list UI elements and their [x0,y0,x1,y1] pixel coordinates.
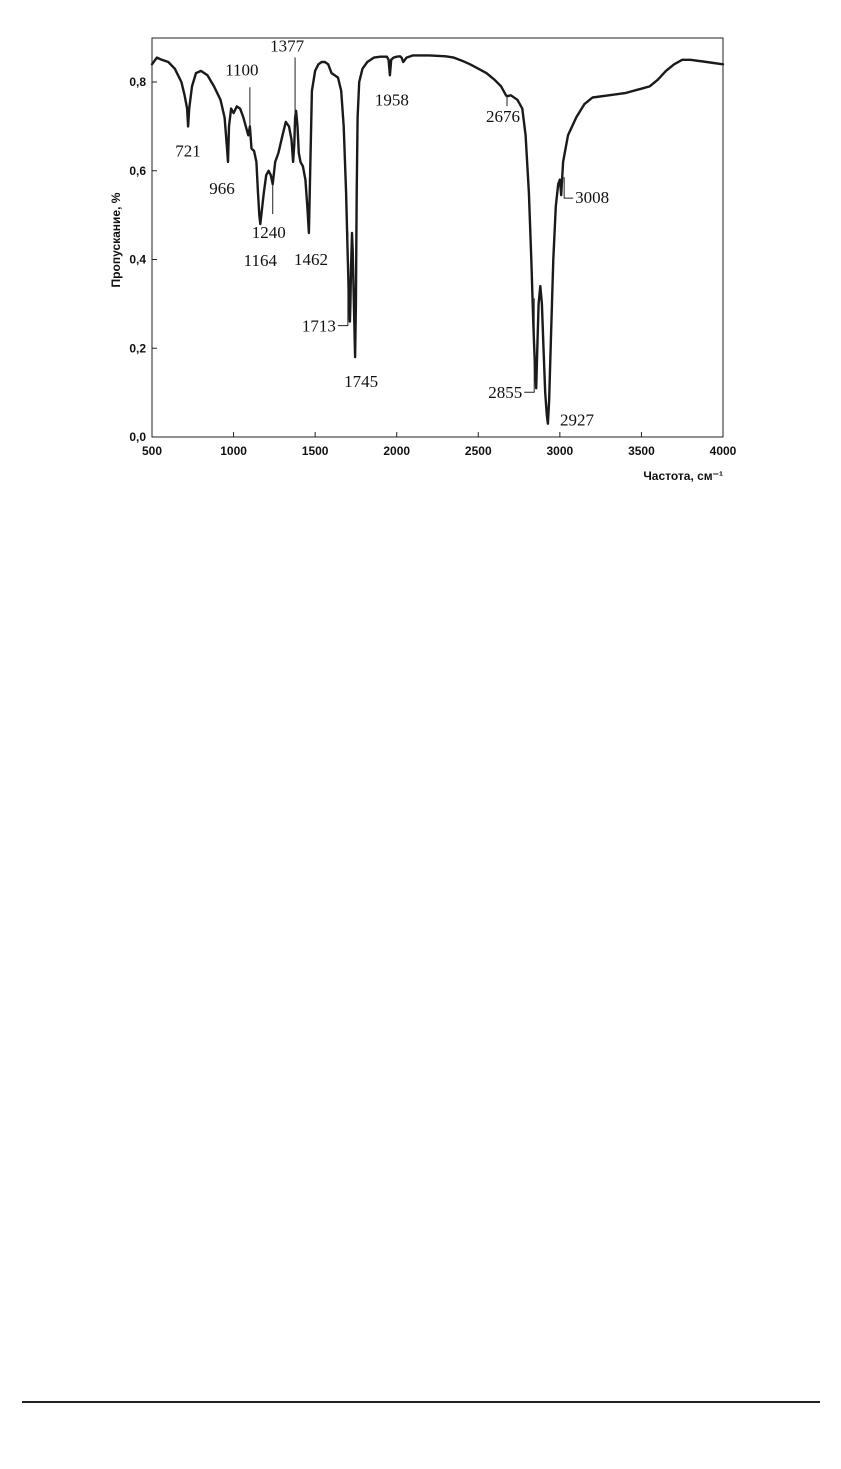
peak-label: 721 [175,141,201,161]
peak-label: 1240 [251,223,286,243]
x-axis-ticks [142,432,737,458]
footer-divider [22,1401,820,1403]
y-axis-ticks [129,75,157,444]
peak-label: 1745 [344,372,379,392]
peak-label: 966 [209,178,235,198]
peak-label: 2676 [485,107,520,127]
x-tick-label: 4000 [709,444,737,458]
y-tick-label: 0,4 [129,252,146,267]
x-axis-title: Частота, см⁻¹ [643,469,723,483]
peak-label: 1100 [225,60,259,80]
x-tick-label: 1000 [220,444,247,458]
peak-label: 3008 [575,188,610,208]
peak-label: 1164 [243,251,278,270]
spectrum-line [152,55,723,423]
peak-label: 1713 [301,316,336,336]
x-tick-label: 500 [141,444,163,458]
x-tick-label: 2000 [383,444,411,458]
x-tick-label: 3500 [628,444,655,458]
y-axis-title: Пропускание, % [109,192,123,288]
x-tick-label: 2500 [464,444,492,458]
peak-label: 2927 [559,410,594,430]
peak-label: 2855 [488,383,523,403]
y-tick-label: 0,6 [129,163,146,178]
y-tick-label: 0,2 [129,341,146,356]
peak-label: 1377 [270,36,305,56]
x-tick-label: 3000 [546,444,574,458]
peak-leader-line [564,177,573,198]
y-tick-label: 0,0 [129,430,146,444]
x-tick-label: 1500 [301,444,329,458]
y-tick-label: 0,8 [129,75,146,89]
peak-label: 1958 [374,90,409,110]
plot-frame [152,38,723,437]
peak-label: 1462 [293,249,328,269]
